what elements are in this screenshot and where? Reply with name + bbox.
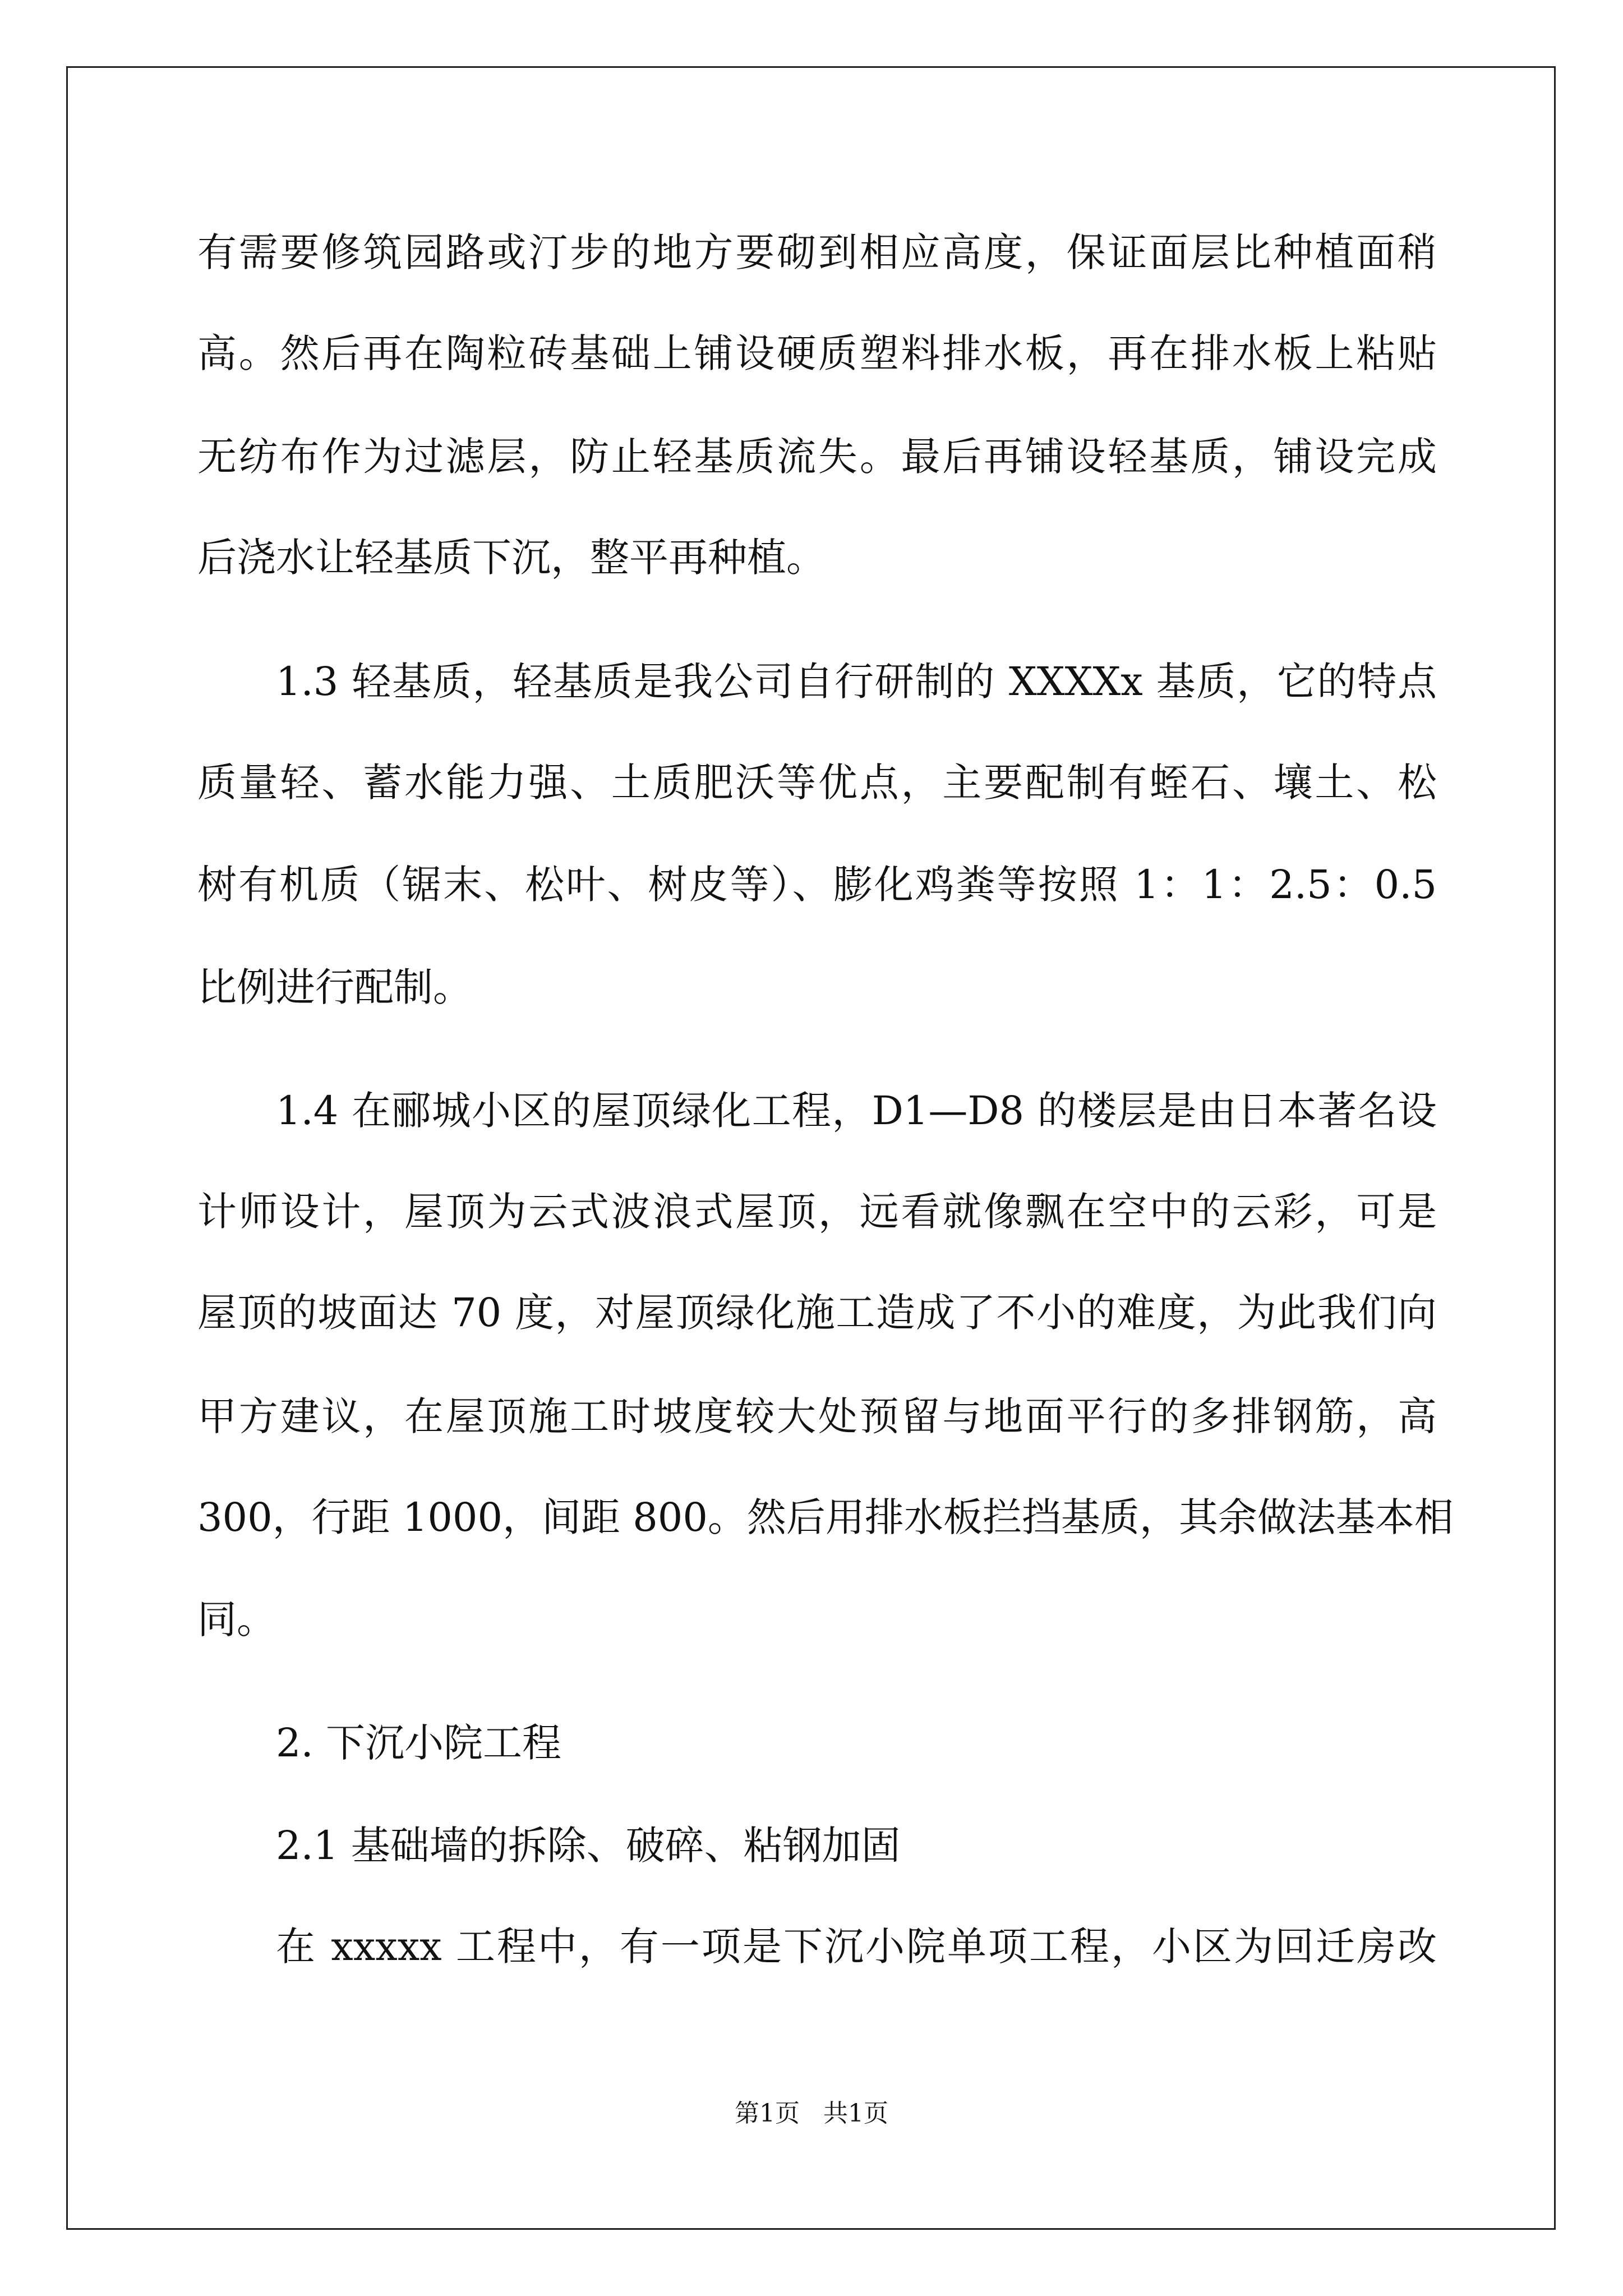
text-line: 同。 — [197, 1596, 276, 1642]
text-line: 比例进行配制。 — [197, 964, 472, 1010]
text-line: 计师设计，屋顶为云式波浪式屋顶，远看就像飘在空中的云彩，可是 — [197, 1189, 1437, 1235]
subsection-heading: 2.1 基础墙的拆除、破碎、粘钢加固 — [276, 1823, 901, 1869]
text-line: 树有机质（锯末、松叶、树皮等）、膨化鸡粪等按照 1：1：2.5：0.5 — [197, 862, 1437, 908]
text-line: 屋顶的坡面达 70 度，对屋顶绿化施工造成了不小的难度，为此我们向 — [197, 1290, 1437, 1336]
text-line: 高。然后再在陶粒砖基础上铺设硬质塑料排水板，再在排水板上粘贴 — [197, 330, 1437, 376]
page-border — [66, 66, 1556, 2230]
text-line: 有需要修筑园路或汀步的地方要砌到相应高度，保证面层比种植面稍 — [197, 229, 1437, 275]
text-line: 1.4 在郦城小区的屋顶绿化工程，D1—D8 的楼层是由日本著名设 — [276, 1088, 1437, 1134]
text-line: 300，行距 1000，间距 800。然后用排水板拦挡基质，其余做法基本相 — [197, 1494, 1454, 1540]
text-line: 后浇水让轻基质下沉，整平再种植。 — [197, 535, 826, 581]
text-line: 1.3 轻基质，轻基质是我公司自行研制的 XXXXx 基质，它的特点 — [276, 659, 1437, 705]
section-heading: 2. 下沉小院工程 — [276, 1720, 562, 1766]
text-line: 甲方建议，在屋顶施工时坡度较大处预留与地面平行的多排钢筋，高 — [197, 1393, 1437, 1439]
text-line: 无纺布作为过滤层，防止轻基质流失。最后再铺设轻基质，铺设完成 — [197, 434, 1437, 480]
text-line: 质量轻、蓄水能力强、土质肥沃等优点，主要配制有蛭石、壤土、松 — [197, 760, 1437, 806]
page-number-footer: 第1页 共1页 — [735, 2099, 888, 2128]
text-line: 在 xxxxx 工程中，有一项是下沉小院单项工程，小区为回迁房改 — [276, 1924, 1437, 1970]
